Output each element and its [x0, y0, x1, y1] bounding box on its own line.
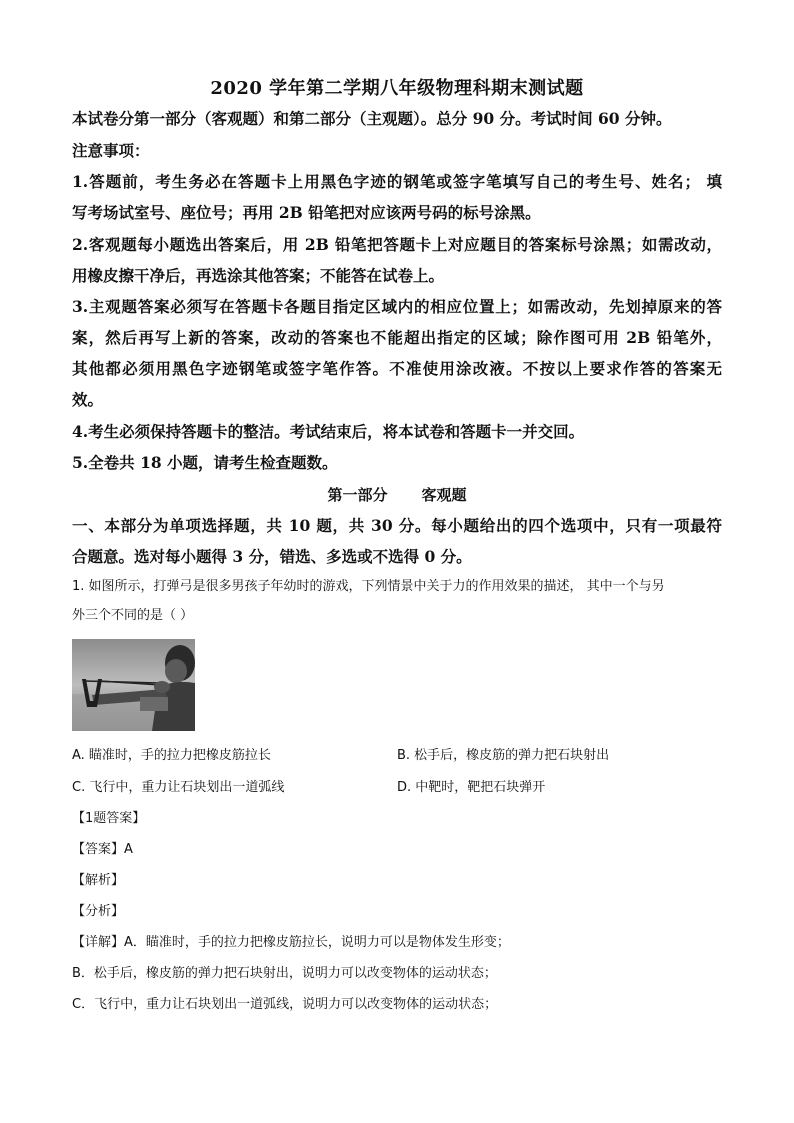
slingshot-photo [72, 639, 195, 731]
detail-line: C．飞行中，重力让石块划出一道弧线，说明力可以改变物体的运动状态； [72, 997, 498, 1012]
section-name: 客观题 [421, 486, 467, 504]
slingshot-boy-image [72, 639, 195, 731]
note-line: 2.客观题每小题选出答案后，用 2B 铅笔把答题卡上对应题目的答案标号涂黑；如需改动， [72, 235, 722, 254]
exam-intro: 本试卷分第一部分（客观题）和第二部分（主观题）。总分 90 分。考试时间 60 分钟。 [72, 109, 672, 128]
note-line: 效。 [72, 390, 104, 409]
answer-tag: 【1题答案】 [72, 811, 146, 826]
note-line: 1.答题前，考生务必在答题卡上用黑色字迹的钢笔或签字笔填写自己的考生号、姓名； 填 [72, 172, 722, 191]
note-line: 案，然后再写上新的答案，改动的答案也不能超出指定的区域；除作图可用 2B 铅笔外， [72, 328, 722, 347]
note-line: 写考场试室号、座位号；再用 2B 铅笔把对应该两号码的标号涂黑。 [72, 203, 541, 222]
note-line: 其他都必须用黑色字迹钢笔或签字笔作答。不准使用涂改液。不按以上要求作答的答案无 [72, 359, 722, 378]
option-c: C. 飞行中，重力让石块划出一道弧线 [72, 780, 285, 795]
note-line: 用橡皮擦干净后，再选涂其他答案；不能答在试卷上。 [72, 266, 445, 285]
section-intro-line: 合题意。选对每小题得 3 分，错选、多选或不选得 0 分。 [72, 547, 472, 566]
detail-line: 【详解】A．瞄准时，手的拉力把橡皮筋拉长，说明力可以是物体发生形变； [72, 935, 510, 950]
section-part: 第一部分 [327, 486, 388, 504]
fenxi-tag: 【分析】 [72, 904, 125, 919]
section-intro-line: 一、本部分为单项选择题，共 10 题，共 30 分。每小题给出的四个选项中，只有一项最符 [72, 516, 722, 535]
option-a: A. 瞄准时，手的拉力把橡皮筋拉长 [72, 748, 271, 763]
option-d: D. 中靶时，靶把石块弹开 [397, 780, 546, 795]
exam-title: 2020 学年第二学期八年级物理科期末测试题 [210, 78, 584, 99]
answer-line: 【答案】A [72, 842, 133, 857]
note-line: 4.考生必须保持答题卡的整洁。考试结束后，将本试卷和答题卡一并交回。 [72, 422, 585, 441]
option-b: B. 松手后，橡皮筋的弹力把石块射出 [397, 748, 610, 763]
section-heading [0, 484, 794, 505]
question-stem: 外三个不同的是（ ） [72, 608, 194, 623]
notes-heading: 注意事项： [72, 141, 150, 160]
analysis-tag: 【解析】 [72, 873, 125, 888]
detail-line: B．松手后，橡皮筋的弹力把石块射出，说明力可以改变物体的运动状态； [72, 966, 497, 981]
note-line: 5.全卷共 18 小题，请考生检查题数。 [72, 453, 338, 472]
question-stem: 1. 如图所示，打弹弓是很多男孩子年幼时的游戏，下列情景中关于力的作用效果的描述， 其中一个与另 [72, 579, 665, 594]
note-line: 3.主观题答案必须写在答题卡各题目指定区域内的相应位置上；如需改动，先划掉原来的答 [72, 297, 722, 316]
